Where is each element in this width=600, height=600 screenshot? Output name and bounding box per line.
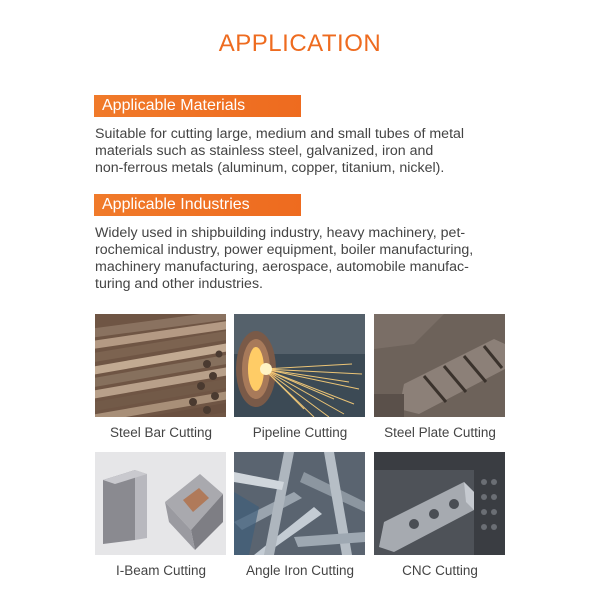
cnc-part-photo [374, 452, 505, 555]
gallery-caption: CNC Cutting [402, 563, 478, 578]
pipe-sparks-photo [234, 314, 365, 417]
gallery-item-cnc [374, 452, 506, 578]
materials-line: materials such as stainless steel, galvanized, iron and [95, 143, 434, 159]
industries-line: machinery manufacturing, aerospace, automobile manufac- [95, 259, 469, 275]
materials-section-label: Applicable Materials [94, 95, 301, 117]
industries-line: rochemical industry, power equipment, boiler manufacturing, [95, 242, 474, 258]
industries-line: Widely used in shipbuilding industry, heavy machinery, pet- [95, 225, 466, 241]
gallery-item-angle-iron [234, 452, 366, 578]
steel-plate-photo [374, 314, 505, 417]
materials-line: non-ferrous metals (aluminum, copper, titanium, nickel). [95, 160, 445, 176]
i-beam-photo [95, 452, 226, 555]
gallery-caption: Angle Iron Cutting [245, 563, 355, 578]
gallery-item-i-beam [95, 452, 227, 578]
gallery-caption: Steel Plate Cutting [384, 425, 496, 440]
materials-description [95, 126, 515, 177]
angle-iron-photo [234, 452, 365, 555]
gallery-caption: Pipeline Cutting [252, 425, 348, 440]
page-title: APPLICATION [218, 30, 382, 57]
rebar-bundle-photo [95, 314, 226, 417]
gallery-item-pipeline [234, 314, 366, 440]
gallery-item-steel-bar [95, 314, 227, 440]
gallery-caption: I-Beam Cutting [115, 563, 207, 578]
industries-description [95, 225, 515, 293]
gallery-caption: Steel Bar Cutting [109, 425, 213, 440]
industries-line: turing and other industries. [95, 276, 263, 292]
industries-section-label: Applicable Industries [94, 194, 301, 216]
materials-line: Suitable for cutting large, medium and small tubes of metal [95, 126, 465, 142]
gallery-item-steel-plate [374, 314, 506, 440]
